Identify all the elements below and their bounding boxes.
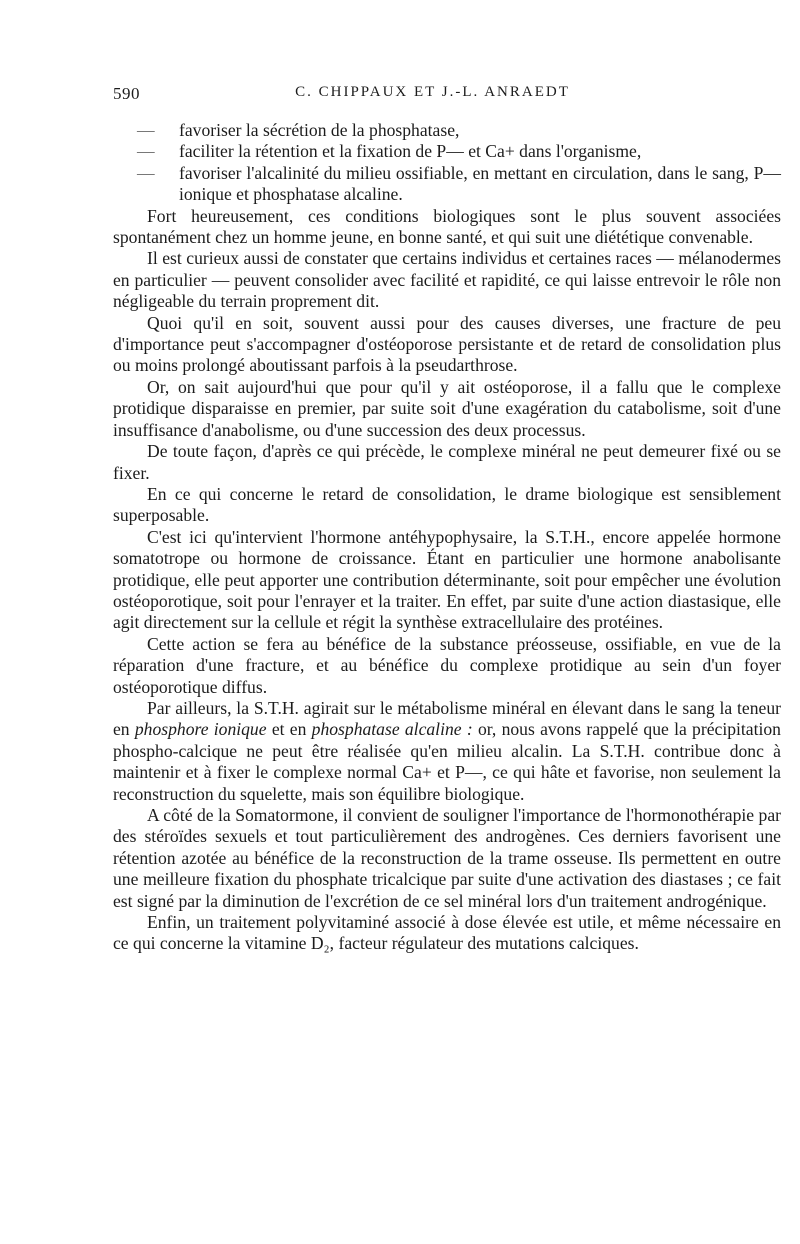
paragraph-text: or, nous avons rappelé que la précipitation phospho-calcique ne peut être réalisée qu'en milieu alcalin. La S.T.H. contribue donc à maintenir et à fixer le complexe normal Ca+ et P—, ce qui hâte et favorise, non seulement la reconstruction du squelette, mais son équilibre biologique. [113,719,781,804]
emphasis-phosphore-ionique: phosphore ionique [134,719,267,740]
paragraph: Fort heureusement, ces conditions biologiques sont le plus souvent associées spontanément chez un homme jeune, en bonne santé, et qui suit une diététique convenable. [113,205,781,248]
paragraph-text: et en [271,719,307,740]
dash-list [113,120,781,206]
running-head: C. CHIPPAUX ET J.-L. ANRAEDT [295,84,570,100]
emphasis-phosphatase-alcaline: phosphatase alcaline : [311,719,473,740]
paragraph: Cette action se fera au bénéfice de la substance préosseuse, ossifiable, en vue de la réparation d'une fracture, et au bénéfice du complexe protidique au sein d'un foyer ostéoporotique diffus. [113,633,781,697]
paragraph [113,698,781,805]
paragraph: Enfin, un traitement polyvitaminé associé à dose élevée est utile, et même nécessaire en ce qui concerne la vitamine D₂, facteur régulateur des mutations calciques. [113,912,781,954]
paragraph: C'est ici qu'intervient l'hormone antéhypophysaire, la S.T.H., encore appelée hormone somatotrope ou hormone de croissance. Étant en particulier une hormone anabolisante protidique, elle peut apporter une contribution déterminante, soit pour empêcher une évolution ostéoporotique, soit pour l'enrayer et la traiter. En effet, par suite d'une action diastasique, elle agit directement sur la cellule et régit la synthèse extracellulaire des protéines. [113,526,781,633]
paragraph: En ce qui concerne le retard de consolidation, le drame biologique est sensiblement superposable. [113,483,781,526]
page-number: 590 [113,84,140,103]
page-header [113,84,752,108]
paragraph: De toute façon, d'après ce qui précède, le complexe minéral ne peut demeurer fixé ou se fixer. [113,441,781,483]
paragraph: Il est curieux aussi de constater que certains individus et certaines races — mélanodermes en particulier — peuvent consolider avec facilité et rapidité, ce qui laisse entrevoir le rôle non négligeable du terrain proprement dit. [113,248,781,312]
paragraph: Or, on sait aujourd'hui que pour qu'il y ait ostéoporose, il a fallu que le complexe protidique disparaisse en premier, par suite soit d'une exagération du catabolisme, soit d'une insuffisance d'anabolisme, ou d'une succession des deux processus. [113,376,781,440]
paragraph: Quoi qu'il en soit, souvent aussi pour des causes diverses, une fracture de peu d'importance peut s'accompagner d'ostéoporose persistante et de retard de consolidation plus ou moins prolongé aboutissant parfois à la pseudarthrose. [113,312,781,376]
paragraph: A côté de la Somatormone, il convient de souligner l'importance de l'hormonothérapie par des stéroïdes sexuels et tout particulièrement des androgènes. Ces derniers favorisent une rétention azotée au bénéfice de la reconstruction de la trame osseuse. Ils permettent en outre une meilleure fixation du phosphate tricalcique par suite d'une activation des diastases ; ce fait est signé par la diminution de l'excrétion de ce sel minéral lors d'un traitement androgénique. [113,805,781,911]
list-item: — faciliter la rétention et la fixation de P— et Ca+ dans l'organisme, [179,141,781,162]
paragraph-text: Par ailleurs, la S.T.H. agirait sur le métabolisme minéral en élevant dans le sang la teneur en [113,697,781,740]
list-item: — favoriser la sécrétion de la phosphatase, [179,120,781,141]
body-text [113,120,781,955]
list-item: — favoriser l'alcalinité du milieu ossifiable, en mettant en circulation, dans le sang, P— ionique et phosphatase alcaline. [179,163,781,206]
